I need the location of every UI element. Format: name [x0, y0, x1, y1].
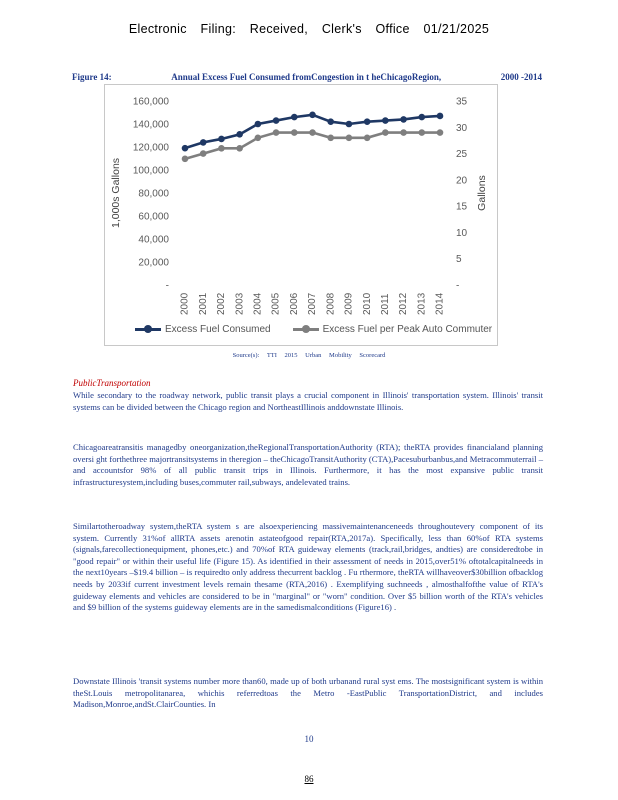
- data-point-series-2: [364, 135, 371, 142]
- figure-title: [72, 72, 542, 82]
- filing-stamp: Electronic Filing: Received, Clerk's Office 01/21/2025: [128, 22, 490, 36]
- data-point-series-1: [182, 145, 189, 152]
- chart-canvas: [105, 85, 497, 345]
- x-tick-label: 2005: [270, 292, 282, 315]
- data-point-series-2: [200, 150, 207, 157]
- paragraph: Chicagoareatransitis managedby oneorganization,theRegionalTransportationAuthority (RTA); theRTA provides financialand planning oversi ght forthethree majortransitsystems in theregion – theChicagoTransitAuthority (CTA),Pacesuburbanbus,and Metracommuterrail – and accountsfor 98% of all public transit trips in Illinois. Furthermore, it has the most expansive public transit infrastructuresystem,including buses,commuter rail,subways, andelevated trains.: [73, 442, 543, 487]
- data-point-series-1: [309, 112, 316, 119]
- data-point-series-1: [273, 117, 280, 124]
- y-tick-right: 10: [456, 227, 468, 239]
- x-tick-label: 2013: [416, 292, 428, 315]
- data-point-series-1: [291, 114, 298, 121]
- data-point-series-2: [418, 129, 425, 136]
- legend-item-per-commuter: [293, 324, 493, 335]
- section-heading: PublicTransportation: [73, 378, 151, 388]
- x-tick-label: 2001: [197, 292, 209, 315]
- y-axis-title-right: Gallons: [476, 175, 488, 211]
- data-point-series-2: [182, 156, 189, 163]
- x-tick-label: 2008: [325, 292, 337, 315]
- page-number: 10: [304, 734, 314, 744]
- data-point-series-1: [418, 114, 425, 121]
- data-point-series-2: [236, 145, 243, 152]
- paragraph: Downstate Illinois 'transit systems number more than60, made up of both urbanand rural syst ems. The mostsignificant system is within theSt.Louis metropolitanarea, whichis referredtoas the Metro -EastPublic TransportationDistrict, and includes Madison,Monroe,andSt.ClairCounties. In: [73, 676, 543, 710]
- data-point-series-2: [255, 135, 262, 142]
- y-tick-left: -: [165, 280, 169, 292]
- legend-label: Excess Fuel per Peak Auto Commuter: [322, 324, 493, 335]
- data-point-series-2: [218, 145, 225, 152]
- x-tick-label: 2006: [288, 292, 300, 315]
- data-point-series-2: [437, 129, 444, 136]
- y-tick-right: -: [456, 280, 460, 292]
- data-point-series-1: [218, 136, 225, 143]
- data-point-series-2: [346, 135, 353, 142]
- line-chart: [104, 84, 498, 346]
- data-point-series-1: [437, 113, 444, 120]
- x-tick-label: 2014: [434, 292, 446, 315]
- y-tick-right: 30: [456, 122, 468, 134]
- data-point-series-1: [382, 117, 389, 124]
- data-point-series-2: [327, 135, 334, 142]
- x-tick-label: 2012: [398, 292, 410, 315]
- data-point-series-2: [291, 129, 298, 136]
- y-tick-right: 35: [456, 96, 468, 108]
- data-point-series-1: [327, 118, 334, 125]
- y-tick-left: 20,000: [138, 257, 169, 269]
- legend-item-excess-fuel: [135, 324, 271, 335]
- figure-years: 2000 -2014: [500, 72, 542, 82]
- legend-swatch-gray: [293, 328, 319, 331]
- y-tick-left: 120,000: [132, 142, 169, 154]
- y-tick-right: 25: [456, 149, 468, 161]
- x-tick-label: 2011: [379, 293, 391, 315]
- data-point-series-1: [255, 121, 262, 128]
- y-tick-left: 160,000: [132, 96, 169, 108]
- legend-label: Excess Fuel Consumed: [165, 324, 271, 335]
- data-point-series-2: [273, 129, 280, 136]
- legend-swatch-navy: [135, 328, 161, 331]
- bates-number: 86: [304, 774, 314, 784]
- y-tick-left: 140,000: [132, 119, 169, 131]
- data-point-series-2: [382, 129, 389, 136]
- paragraph: Similartotheroadway system,theRTA system s are alsoexperiencing massivemaintenanceneeds throughoutevery component of its system. Currently 31%of allRTA assets arenotin astateofgood repair(RTA,2017a). Specifically, less than 60%of RTA systems (signals,farecollectionequipment, phones,etc.) and 70%of RTA guideway elements (track,rail,bridges, andties) are consideredtobe in "good repair" or within their useful life (Figure 15). As identified in their assessment of needs in 2015,over51% oftotalcapitalneeds in the next10years –$19.4 billion – is requiredto only address thecurrent backlog . Fu rthermore, theRTA willhaveover$30billion ofbacklog needs by 2033if current investment levels remain thesame (RTA,2016) . Exemplifying suchneeds , almosthalfofthe value of RTA's guideway elements and vehicles are considered to be in "marginal" or "worn" condition. Over $5 billion worth of the RTA's vehicles and $9 billion of the systems guideway elements are in the samedismalconditions (Figure16) .: [73, 521, 543, 613]
- y-tick-left: 60,000: [138, 211, 169, 223]
- x-tick-label: 2009: [343, 292, 355, 315]
- chart-legend: [135, 324, 495, 335]
- x-tick-label: 2007: [307, 292, 319, 315]
- y-tick-right: 15: [456, 201, 468, 213]
- y-tick-left: 40,000: [138, 234, 169, 246]
- figure-source: Source(s): TTI 2015 Urban Mobility Scorecard: [232, 352, 386, 359]
- figure-label: Figure 14:: [72, 72, 112, 82]
- data-point-series-2: [400, 129, 407, 136]
- x-tick-label: 2003: [234, 292, 246, 315]
- y-tick-left: 100,000: [132, 165, 169, 177]
- data-point-series-1: [364, 118, 371, 125]
- x-tick-label: 2004: [252, 292, 264, 315]
- y-tick-left: 80,000: [138, 188, 169, 200]
- y-tick-right: 5: [456, 254, 462, 266]
- x-tick-label: 2002: [216, 292, 228, 315]
- data-point-series-1: [346, 121, 353, 128]
- data-point-series-1: [236, 131, 243, 138]
- data-point-series-2: [309, 129, 316, 136]
- y-axis-title-left: 1,000s Gallons: [110, 157, 122, 229]
- y-tick-right: 20: [456, 175, 468, 187]
- figure-caption: Annual Excess Fuel Consumed fromCongestion in t heChicagoRegion,: [171, 72, 442, 82]
- paragraph: While secondary to the roadway network, public transit plays a crucial component in Illinois' transportation system. Illinois' transit systems can be divided between the Chicago region and NortheastIllinois anddownstate Illinois.: [73, 390, 543, 412]
- x-tick-label: 2000: [179, 292, 191, 315]
- x-tick-label: 2010: [361, 292, 373, 315]
- data-point-series-1: [400, 116, 407, 123]
- data-point-series-1: [200, 139, 207, 146]
